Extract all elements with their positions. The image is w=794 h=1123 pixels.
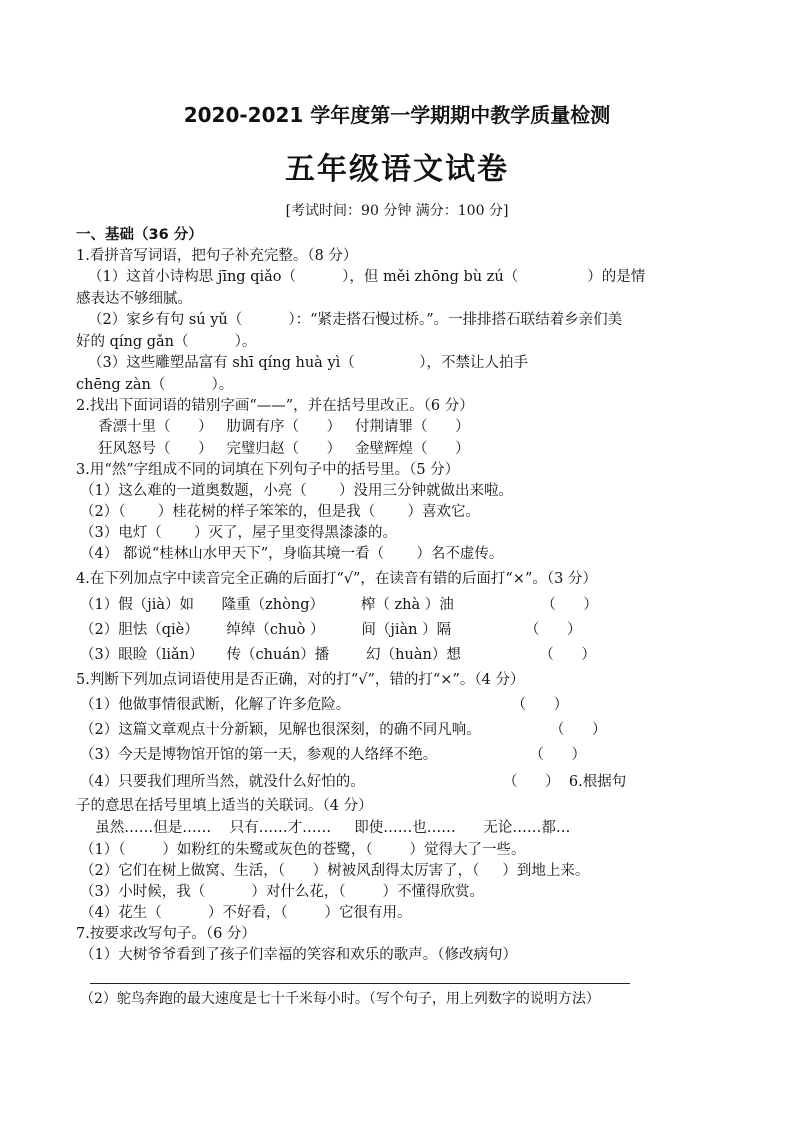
q6-item-2: （2）它们在树上做窝、生活，（ ）树被风刮得太厉害了，（ ）到地上来。 [80, 863, 590, 879]
q2-stem: 2.找出下面词语的错别字画“——”，并在括号里改正。（6 分） [76, 398, 474, 414]
q5-item-3: （3）今天是博物馆开馆的第一天，参观的人络绎不绝。 （ ） [80, 747, 587, 763]
q4-stem: 4.在下列加点字中读音完全正确的后面打“√”，在读音有错的后面打“×”。（3 分） [76, 571, 597, 587]
exam-title: 2020-2021 学年度第一学期期中教学质量检测 [183, 103, 611, 127]
q7-item-1: （1）大树爷爷看到了孩子们幸福的笑容和欢乐的歌声。（修改病句） [80, 947, 517, 963]
q1-item-3: （3）这些雕塑品富有 shī qíng huà yì（ ），不禁让人拍手 [88, 355, 529, 371]
q6-stem: 子的意思在括号里填上适当的关联词。（4 分） [76, 798, 373, 814]
q6-options: 虽然……但是…… 只有……才…… 即使……也…… 无论……都… [86, 820, 571, 836]
q2-row-2: 狂风怒号（ ） 完璧归赵（ ） 金壁辉煌（ ） [98, 441, 470, 457]
exam-meta: [考试时间：90 分钟 满分：100 分] [285, 203, 509, 219]
q3-item-3: （3）电灯（ ）灭了，屋子里变得黑漆漆的。 [80, 525, 397, 541]
q3-item-4: （4） 都说“桂林山水甲天下”，身临其境一看（ ）名不虚传。 [80, 546, 504, 562]
q4-item-1: （1）假（jià）如 隆重（zhòng） 榨（ zhà ）油 （ ） [80, 597, 598, 613]
section-heading: 一、基础（36 分） [76, 227, 203, 243]
paper-title: 五年级语文试卷 [285, 152, 509, 187]
q1-item-1-cont: 感表达不够细腻。 [76, 291, 192, 307]
q4-item-3: （3）眼睑（liǎn） 传（chuán）播 幻（huàn）想 （ ） [80, 647, 596, 663]
q5-item-4: （4）只要我们理所当然，就没什么好怕的。 （ ） 6.根据句 [80, 774, 627, 790]
q6-item-1: （1）（ ）如粉红的朱鹭或灰色的苍鹭，（ ）觉得大了一些。 [80, 842, 526, 858]
q1-stem: 1.看拼音写词语，把句子补充完整。（8 分） [76, 248, 358, 264]
q5-stem: 5.判断下列加点词语使用是否正确，对的打“√”，错的打“×”。（4 分） [76, 672, 525, 688]
q7-item-2: （2）鸵鸟奔跑的最大速度是七十千米每小时。（写个句子，用上列数字的说明方法） [80, 991, 600, 1007]
answer-line[interactable] [90, 983, 630, 984]
q7-stem: 7.按要求改写句子。（6 分） [76, 926, 256, 942]
q1-item-3-cont: chēng zàn（ ）。 [76, 377, 234, 393]
q3-item-1: （1）这么难的一道奥数题，小亮（ ）没用三分钟就做出来啦。 [80, 483, 513, 499]
q1-item-2-cont: 好的 qíng gǎn（ ）。 [76, 334, 257, 350]
q6-item-4: （4）花生（ ）不好看，（ ）它很有用。 [80, 905, 412, 921]
q5-item-2: （2）这篇文章观点十分新颖，见解也很深刻，的确不同凡响。 （ ） [80, 722, 607, 738]
q1-item-2: （2）家乡有句 sú yǔ（ ）：“紧走搭石慢过桥。”。一排排搭石联结着乡亲们美 [88, 312, 623, 328]
q1-item-1: （1）这首小诗构思 jīng qiǎo（ ），但 měi zhōng bù zú（ ）的是情 [88, 269, 646, 285]
q2-row-1: 香漂十里（ ） 肋调有序（ ） 付荆请罪（ ） [98, 419, 470, 435]
q5-item-1: （1）他做事情很武断，化解了许多危险。 （ ） [80, 697, 569, 713]
q3-item-2: （2）（ ）桂花树的样子笨笨的，但是我（ ）喜欢它。 [80, 504, 481, 520]
q4-item-2: （2）胆怯（qiè） 绰绰（chuò ） 间（jiàn ）隔 （ ） [80, 622, 582, 638]
q6-item-3: （3）小时候，我（ ）对什么花，（ ）不懂得欣赏。 [80, 884, 484, 900]
q3-stem: 3.用“然”字组成不同的词填在下列句子中的括号里。（5 分） [76, 462, 460, 478]
